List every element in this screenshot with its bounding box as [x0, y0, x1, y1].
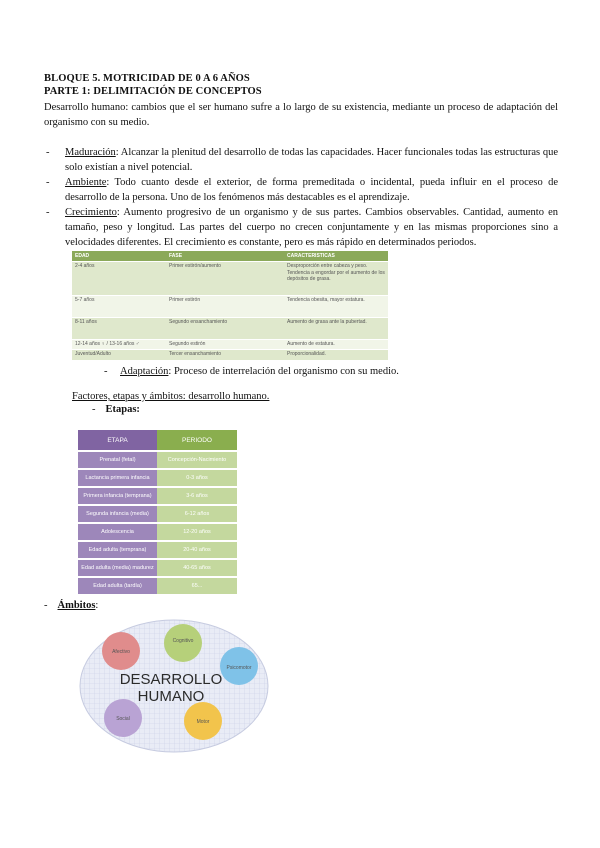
- stages-header-periodo: PERIODO: [157, 430, 237, 450]
- stage-name: Segunda infancia (media): [78, 506, 157, 522]
- stage-name: Edad adulta (media) madurez: [78, 560, 157, 576]
- growth-cell: Segundo estirón: [166, 340, 284, 350]
- growth-cell: 2-4 años: [72, 262, 166, 296]
- scopes-heading: [44, 600, 98, 611]
- intro-paragraph: Desarrollo humano: cambios que el ser humano sufre a lo largo de su existencia, mediante un proceso de adaptación del organismo con su medio.: [44, 102, 558, 128]
- desarrollo-humano-diagram: [79, 618, 269, 754]
- stages-header-etapa: ETAPA: [78, 430, 157, 450]
- stage-period: 65...: [157, 578, 237, 594]
- table-row: [72, 296, 388, 318]
- table-row: [78, 488, 237, 504]
- growth-cell: 8-11 años: [72, 318, 166, 340]
- stage-name: Prenatal (fetal): [78, 452, 157, 468]
- heading-parte: PARTE 1: DELIMITACIÓN DE CONCEPTOS: [44, 86, 262, 97]
- stage-period: 20-40 años: [157, 542, 237, 558]
- growth-table: [72, 251, 388, 360]
- bullet-dash: -: [46, 177, 50, 188]
- table-row: [72, 340, 388, 350]
- stage-period: 3-6 años: [157, 488, 237, 504]
- stage-name: Primera infancia (temprana): [78, 488, 157, 504]
- growth-cell: Aumento de grasa ante la pubertad.: [284, 318, 388, 340]
- growth-cell: Aumento de estatura.: [284, 340, 388, 350]
- growth-cell: Juventud/Adulto: [72, 350, 166, 360]
- table-row: [78, 452, 237, 468]
- bullet-adaptacion: [104, 364, 399, 379]
- scopes-colon: :: [95, 600, 99, 611]
- stage-period: 0-3 años: [157, 470, 237, 486]
- table-row: [72, 262, 388, 296]
- growth-cell: Proporcionalidad.: [284, 350, 388, 360]
- scopes-label: Ámbitos: [57, 600, 96, 611]
- growth-cell: 12-14 años ♀ / 13-16 años ♂: [72, 340, 166, 350]
- node-label-motor: Motor: [196, 719, 210, 725]
- growth-cell: 5-7 años: [72, 296, 166, 318]
- growth-cell: Primer estirón/aumento: [166, 262, 284, 296]
- node-label-psicomotor: Psicomotor: [226, 665, 252, 671]
- growth-header-fase: FASE: [166, 251, 284, 262]
- def-maduracion: : Alcanzar la plenitud del desarrollo de todas las capacidades. Hacer funcionales todas las estructuras que solo existían a nivel potencial.: [65, 147, 558, 173]
- table-row: [78, 578, 237, 594]
- def-adaptacion: : Proceso de interrelación del organismo con su medio.: [168, 366, 399, 377]
- node-label-social: Social: [116, 716, 130, 722]
- bullet-dash: -: [104, 366, 108, 377]
- factors-title: Factores, etapas y ámbitos: desarrollo humano.: [72, 391, 270, 402]
- node-label-afectivo: Afectivo: [112, 649, 130, 655]
- table-row: [78, 560, 237, 576]
- stage-name: Lactancia primera infancia: [78, 470, 157, 486]
- def-crecimiento: : Aumento progresivo de un organismo y de sus partes. Cambios observables. Cantidad, aumento en tamaño, peso y longitud. Las partes del cuerpo no crecen conjuntamente y en las mismas proporciones sino a velocidades diferentes. El crecimiento es constante, pero es más rápido en determinados periodos.: [65, 207, 558, 248]
- growth-cell: Primer estirón: [166, 296, 284, 318]
- table-row: [72, 350, 388, 360]
- table-row: [78, 524, 237, 540]
- bullet-dash: -: [92, 404, 96, 415]
- growth-cell: Tendencia obesita, mayor estatura.: [284, 296, 388, 318]
- diagram-center-line-2: HUMANO: [137, 688, 205, 705]
- table-row: [78, 542, 237, 558]
- stage-name: Edad adulta (temprana): [78, 542, 157, 558]
- stages-table: [78, 428, 237, 596]
- term-ambiente: Ambiente: [65, 177, 107, 188]
- growth-cell: Tercer ensanchamiento: [166, 350, 284, 360]
- table-row: [72, 318, 388, 340]
- stage-period: 40-65 años: [157, 560, 237, 576]
- bullet-dash: -: [46, 207, 50, 218]
- node-label-cognitivo: Cognitivo: [172, 638, 194, 644]
- bullet-maduracion: [44, 145, 558, 175]
- def-ambiente: : Todo cuanto desde el exterior, de forma premeditada o incidental, pueda influir en el proceso de desarrollo de la persona. Uno de los fenómenos más destacables es el aprendizaje.: [65, 177, 558, 203]
- diagram-center-line-1: DESARROLLO: [119, 671, 223, 688]
- table-row: [78, 470, 237, 486]
- stages-heading: [92, 404, 140, 415]
- heading-bloque: BLOQUE 5. MOTRICIDAD DE 0 A 6 AÑOS: [44, 73, 250, 84]
- stage-name: Adolescencia: [78, 524, 157, 540]
- stage-period: 12-20 años: [157, 524, 237, 540]
- term-adaptacion: Adaptación: [120, 366, 169, 377]
- bullet-ambiente: [44, 175, 558, 205]
- stage-name: Edad adulta (tardía): [78, 578, 157, 594]
- table-row: [78, 506, 237, 522]
- stage-period: Concepción-Nacimiento: [157, 452, 237, 468]
- growth-header-caracteristicas: CARACTERISTICAS: [284, 251, 388, 262]
- term-crecimiento: Crecimiento: [65, 207, 117, 218]
- term-maduracion: Maduración: [65, 147, 116, 158]
- growth-cell: Segundo ensanchamiento: [166, 318, 284, 340]
- growth-header-edad: EDAD: [72, 251, 166, 262]
- bullet-dash: -: [46, 147, 50, 158]
- bullet-dash: -: [44, 600, 48, 611]
- bullet-crecimiento: [44, 205, 558, 250]
- stages-label: Etapas:: [105, 404, 140, 415]
- growth-cell: Desproporción entre cabeza y peso. Tendencia a engordar por el aumento de los depósitos de grasa.: [284, 262, 388, 296]
- stage-period: 6-12 años: [157, 506, 237, 522]
